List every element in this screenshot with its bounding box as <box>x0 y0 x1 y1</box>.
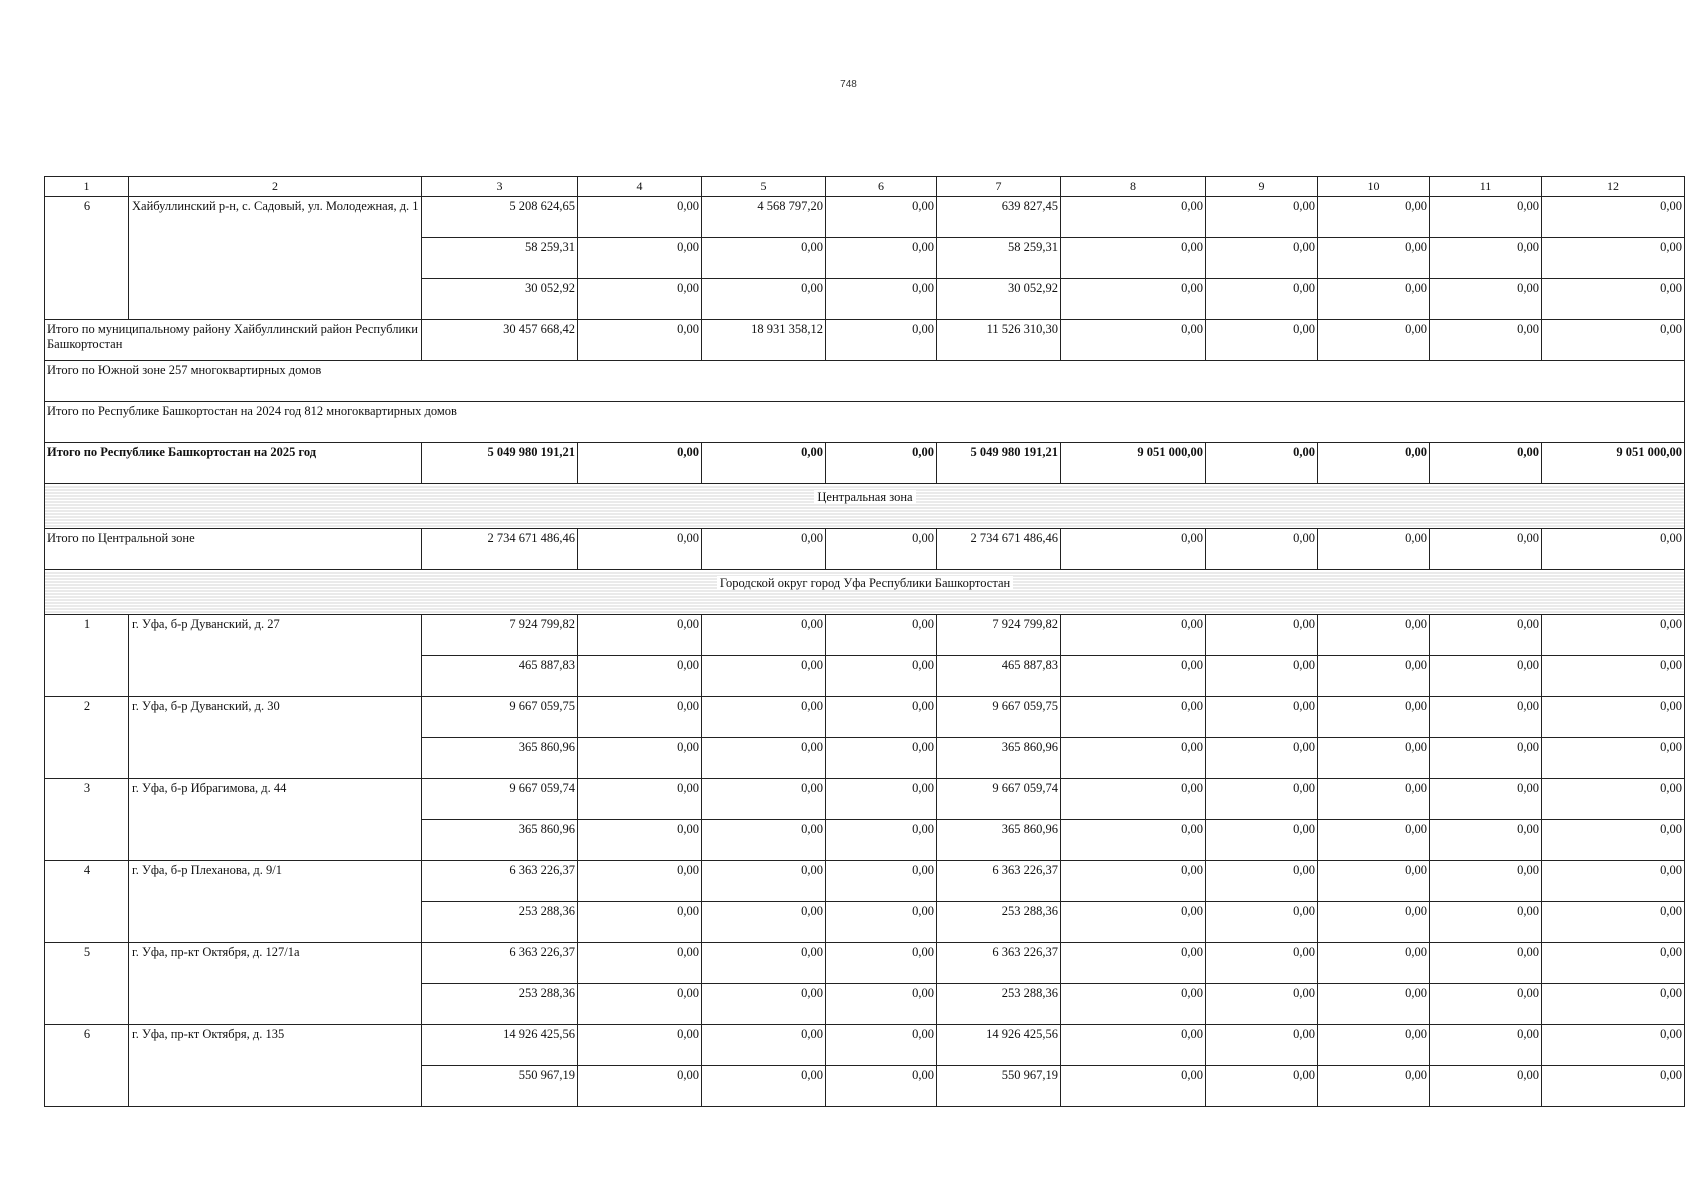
value-cell: 365 860,96 <box>422 738 578 779</box>
value-cell: 0,00 <box>826 779 937 820</box>
value-cell: 7 924 799,82 <box>422 615 578 656</box>
value-cell: 0,00 <box>1430 1066 1542 1107</box>
value-cell: 0,00 <box>1061 820 1206 861</box>
value-cell: 0,00 <box>578 1025 702 1066</box>
table-row <box>45 943 1685 984</box>
value-cell: 58 259,31 <box>422 238 578 279</box>
value-cell: 0,00 <box>1206 738 1318 779</box>
value-cell: 365 860,96 <box>937 820 1061 861</box>
value-cell: 365 860,96 <box>422 820 578 861</box>
value-cell: 2 734 671 486,46 <box>422 529 578 570</box>
column-header: 7 <box>937 177 1061 197</box>
value-cell: 0,00 <box>1430 1025 1542 1066</box>
value-cell: 0,00 <box>578 656 702 697</box>
value-cell: 0,00 <box>1206 279 1318 320</box>
column-header: 8 <box>1061 177 1206 197</box>
table-row <box>45 738 1685 779</box>
object-number <box>45 984 129 1025</box>
value-cell: 0,00 <box>826 902 937 943</box>
value-cell: 0,00 <box>1318 861 1430 902</box>
value-cell: 0,00 <box>1430 861 1542 902</box>
total-row <box>45 361 1685 402</box>
value-cell: 0,00 <box>1061 1066 1206 1107</box>
value-cell: 639 827,45 <box>937 197 1061 238</box>
column-header: 11 <box>1430 177 1542 197</box>
value-cell: 0,00 <box>1542 779 1685 820</box>
value-cell: 18 931 358,12 <box>702 320 826 361</box>
value-cell: 14 926 425,56 <box>937 1025 1061 1066</box>
value-cell: 0,00 <box>1542 820 1685 861</box>
value-cell: 0,00 <box>826 529 937 570</box>
column-header-row <box>45 177 1685 197</box>
value-cell: 0,00 <box>1061 697 1206 738</box>
value-cell: 0,00 <box>578 279 702 320</box>
object-address <box>129 656 422 697</box>
object-number: 3 <box>45 779 129 820</box>
total-label: Итого по Республике Башкортостан на 2024 год 812 многоквартирных домов <box>45 402 1685 443</box>
value-cell: 6 363 226,37 <box>422 943 578 984</box>
value-cell: 0,00 <box>1430 738 1542 779</box>
value-cell: 0,00 <box>1542 1025 1685 1066</box>
value-cell: 0,00 <box>1206 697 1318 738</box>
value-cell: 0,00 <box>1542 320 1685 361</box>
value-cell: 0,00 <box>826 615 937 656</box>
value-cell: 0,00 <box>1318 1025 1430 1066</box>
value-cell: 6 363 226,37 <box>422 861 578 902</box>
column-header: 3 <box>422 177 578 197</box>
object-address <box>129 1066 422 1107</box>
value-cell: 550 967,19 <box>937 1066 1061 1107</box>
object-address <box>129 820 422 861</box>
object-address <box>129 738 422 779</box>
value-cell: 0,00 <box>578 443 702 484</box>
total-label: Итого по муниципальному району Хайбуллинский район Республики Башкортостан <box>45 320 422 361</box>
value-cell: 0,00 <box>1430 820 1542 861</box>
column-header: 9 <box>1206 177 1318 197</box>
value-cell: 6 363 226,37 <box>937 861 1061 902</box>
value-cell: 0,00 <box>1542 1066 1685 1107</box>
column-header: 6 <box>826 177 937 197</box>
value-cell: 9 667 059,74 <box>937 779 1061 820</box>
value-cell: 2 734 671 486,46 <box>937 529 1061 570</box>
value-cell: 0,00 <box>702 615 826 656</box>
value-cell: 0,00 <box>578 738 702 779</box>
value-cell: 0,00 <box>1430 943 1542 984</box>
value-cell: 0,00 <box>578 615 702 656</box>
value-cell: 0,00 <box>1430 238 1542 279</box>
value-cell: 0,00 <box>1061 279 1206 320</box>
value-cell: 0,00 <box>1061 779 1206 820</box>
value-cell: 0,00 <box>1061 529 1206 570</box>
column-header: 12 <box>1542 177 1685 197</box>
value-cell: 0,00 <box>826 656 937 697</box>
object-number: 1 <box>45 615 129 656</box>
value-cell: 0,00 <box>1542 656 1685 697</box>
value-cell: 0,00 <box>1318 238 1430 279</box>
table-row <box>45 279 1685 320</box>
value-cell: 0,00 <box>826 943 937 984</box>
value-cell: 0,00 <box>1542 738 1685 779</box>
value-cell: 0,00 <box>1061 984 1206 1025</box>
object-address <box>129 984 422 1025</box>
value-cell: 0,00 <box>1206 943 1318 984</box>
value-cell: 9 667 059,74 <box>422 779 578 820</box>
value-cell: 0,00 <box>1318 320 1430 361</box>
object-number: 4 <box>45 861 129 902</box>
value-cell: 0,00 <box>1206 984 1318 1025</box>
value-cell: 0,00 <box>1542 529 1685 570</box>
value-cell: 0,00 <box>826 738 937 779</box>
value-cell: 0,00 <box>578 320 702 361</box>
value-cell: 0,00 <box>1542 697 1685 738</box>
value-cell: 0,00 <box>826 443 937 484</box>
value-cell: 0,00 <box>1430 443 1542 484</box>
total-label: Итого по Южной зоне 257 многоквартирных домов <box>45 361 1685 402</box>
object-number <box>45 902 129 943</box>
table-row <box>45 1025 1685 1066</box>
table-row <box>45 238 1685 279</box>
object-number: 5 <box>45 943 129 984</box>
table-row <box>45 984 1685 1025</box>
value-cell: 9 051 000,00 <box>1542 443 1685 484</box>
value-cell: 0,00 <box>1430 779 1542 820</box>
table-row <box>45 1066 1685 1107</box>
value-cell: 0,00 <box>1542 984 1685 1025</box>
value-cell: 0,00 <box>578 529 702 570</box>
column-header: 1 <box>45 177 129 197</box>
table-row <box>45 902 1685 943</box>
value-cell: 0,00 <box>826 238 937 279</box>
object-number: 6 <box>45 197 129 238</box>
value-cell: 0,00 <box>1430 320 1542 361</box>
value-cell: 0,00 <box>578 820 702 861</box>
value-cell: 0,00 <box>702 779 826 820</box>
value-cell: 0,00 <box>578 779 702 820</box>
value-cell: 58 259,31 <box>937 238 1061 279</box>
value-cell: 0,00 <box>1206 779 1318 820</box>
value-cell: 7 924 799,82 <box>937 615 1061 656</box>
value-cell: 0,00 <box>578 197 702 238</box>
value-cell: 0,00 <box>1430 615 1542 656</box>
column-header: 2 <box>129 177 422 197</box>
value-cell: 0,00 <box>1206 656 1318 697</box>
value-cell: 0,00 <box>826 1066 937 1107</box>
value-cell: 0,00 <box>702 943 826 984</box>
value-cell: 0,00 <box>702 1025 826 1066</box>
value-cell: 0,00 <box>1318 197 1430 238</box>
value-cell: 0,00 <box>1061 943 1206 984</box>
value-cell: 0,00 <box>1206 1066 1318 1107</box>
value-cell: 0,00 <box>1206 1025 1318 1066</box>
object-address: г. Уфа, пр-кт Октября, д. 127/1а <box>129 943 422 984</box>
object-address <box>129 238 422 279</box>
value-cell: 14 926 425,56 <box>422 1025 578 1066</box>
object-address: г. Уфа, б-р Ибрагимова, д. 44 <box>129 779 422 820</box>
object-address <box>129 279 422 320</box>
value-cell: 0,00 <box>1542 943 1685 984</box>
value-cell: 0,00 <box>578 238 702 279</box>
page-number: 748 <box>840 79 857 90</box>
table-row <box>45 779 1685 820</box>
value-cell: 0,00 <box>1061 656 1206 697</box>
total-row <box>45 320 1685 361</box>
value-cell: 0,00 <box>578 697 702 738</box>
section-title <box>45 570 1685 615</box>
value-cell: 0,00 <box>1430 902 1542 943</box>
object-address: Хайбуллинский р-н, с. Садовый, ул. Молодежная, д. 1 <box>129 197 422 238</box>
value-cell: 9 051 000,00 <box>1061 443 1206 484</box>
table-row <box>45 656 1685 697</box>
value-cell: 253 288,36 <box>422 902 578 943</box>
value-cell: 0,00 <box>1430 984 1542 1025</box>
object-number: 2 <box>45 697 129 738</box>
value-cell: 0,00 <box>1061 320 1206 361</box>
section-title-text: Центральная зона <box>814 490 915 504</box>
object-number <box>45 820 129 861</box>
value-cell: 0,00 <box>1318 615 1430 656</box>
section-row <box>45 570 1685 615</box>
value-cell: 0,00 <box>1542 279 1685 320</box>
value-cell: 0,00 <box>702 902 826 943</box>
object-number: 6 <box>45 1025 129 1066</box>
value-cell: 0,00 <box>1318 1066 1430 1107</box>
value-cell: 0,00 <box>702 529 826 570</box>
value-cell: 0,00 <box>578 902 702 943</box>
value-cell: 0,00 <box>826 197 937 238</box>
value-cell: 9 667 059,75 <box>422 697 578 738</box>
total-row <box>45 402 1685 443</box>
value-cell: 0,00 <box>702 656 826 697</box>
value-cell: 0,00 <box>578 1066 702 1107</box>
value-cell: 30 457 668,42 <box>422 320 578 361</box>
value-cell: 0,00 <box>1318 984 1430 1025</box>
table-row <box>45 697 1685 738</box>
value-cell: 0,00 <box>1061 902 1206 943</box>
value-cell: 0,00 <box>702 820 826 861</box>
value-cell: 0,00 <box>1061 197 1206 238</box>
value-cell: 0,00 <box>1206 615 1318 656</box>
value-cell: 0,00 <box>702 238 826 279</box>
value-cell: 0,00 <box>1430 279 1542 320</box>
value-cell: 0,00 <box>1542 238 1685 279</box>
value-cell: 0,00 <box>1206 820 1318 861</box>
value-cell: 0,00 <box>1318 820 1430 861</box>
section-row <box>45 484 1685 529</box>
value-cell: 253 288,36 <box>937 984 1061 1025</box>
section-title <box>45 484 1685 529</box>
value-cell: 0,00 <box>1430 197 1542 238</box>
value-cell: 0,00 <box>826 861 937 902</box>
value-cell: 0,00 <box>578 984 702 1025</box>
column-header: 4 <box>578 177 702 197</box>
object-address <box>129 902 422 943</box>
value-cell: 0,00 <box>702 1066 826 1107</box>
total-label: Итого по Центральной зоне <box>45 529 422 570</box>
value-cell: 0,00 <box>1318 738 1430 779</box>
total-row <box>45 529 1685 570</box>
value-cell: 0,00 <box>1318 697 1430 738</box>
table-body <box>45 177 1685 1107</box>
value-cell: 0,00 <box>1206 861 1318 902</box>
value-cell: 0,00 <box>578 861 702 902</box>
value-cell: 0,00 <box>1318 779 1430 820</box>
value-cell: 0,00 <box>1206 529 1318 570</box>
table-row <box>45 820 1685 861</box>
value-cell: 0,00 <box>1318 943 1430 984</box>
value-cell: 0,00 <box>1318 443 1430 484</box>
value-cell: 0,00 <box>826 820 937 861</box>
value-cell: 0,00 <box>1430 697 1542 738</box>
value-cell: 0,00 <box>1206 902 1318 943</box>
total-label: Итого по Республике Башкортостан на 2025 год <box>45 443 422 484</box>
value-cell: 0,00 <box>1061 738 1206 779</box>
table-row <box>45 861 1685 902</box>
value-cell: 6 363 226,37 <box>937 943 1061 984</box>
value-cell: 465 887,83 <box>422 656 578 697</box>
value-cell: 0,00 <box>826 697 937 738</box>
value-cell: 0,00 <box>702 697 826 738</box>
value-cell: 11 526 310,30 <box>937 320 1061 361</box>
value-cell: 30 052,92 <box>422 279 578 320</box>
object-number <box>45 238 129 279</box>
value-cell: 365 860,96 <box>937 738 1061 779</box>
value-cell: 253 288,36 <box>937 902 1061 943</box>
object-address: г. Уфа, б-р Дуванский, д. 27 <box>129 615 422 656</box>
value-cell: 0,00 <box>1061 615 1206 656</box>
value-cell: 0,00 <box>702 984 826 1025</box>
value-cell: 0,00 <box>702 279 826 320</box>
value-cell: 0,00 <box>702 861 826 902</box>
value-cell: 0,00 <box>578 943 702 984</box>
value-cell: 0,00 <box>1318 656 1430 697</box>
value-cell: 5 049 980 191,21 <box>937 443 1061 484</box>
object-number <box>45 1066 129 1107</box>
value-cell: 0,00 <box>1542 197 1685 238</box>
object-number <box>45 279 129 320</box>
value-cell: 253 288,36 <box>422 984 578 1025</box>
value-cell: 0,00 <box>1206 197 1318 238</box>
value-cell: 5 049 980 191,21 <box>422 443 578 484</box>
value-cell: 0,00 <box>1061 861 1206 902</box>
object-address: г. Уфа, пр-кт Октября, д. 135 <box>129 1025 422 1066</box>
value-cell: 0,00 <box>826 279 937 320</box>
value-cell: 0,00 <box>1318 529 1430 570</box>
value-cell: 0,00 <box>1542 615 1685 656</box>
object-address: г. Уфа, б-р Дуванский, д. 30 <box>129 697 422 738</box>
value-cell: 9 667 059,75 <box>937 697 1061 738</box>
value-cell: 0,00 <box>1061 238 1206 279</box>
column-header: 5 <box>702 177 826 197</box>
value-cell: 5 208 624,65 <box>422 197 578 238</box>
value-cell: 0,00 <box>1206 443 1318 484</box>
value-cell: 30 052,92 <box>937 279 1061 320</box>
value-cell: 0,00 <box>1061 1025 1206 1066</box>
value-cell: 465 887,83 <box>937 656 1061 697</box>
object-number <box>45 738 129 779</box>
value-cell: 0,00 <box>826 1025 937 1066</box>
section-title-text: Городской округ город Уфа Республики Башкортостан <box>717 576 1013 590</box>
value-cell: 0,00 <box>702 738 826 779</box>
value-cell: 0,00 <box>702 443 826 484</box>
value-cell: 0,00 <box>1318 902 1430 943</box>
column-header: 10 <box>1318 177 1430 197</box>
total-row <box>45 443 1685 484</box>
value-cell: 0,00 <box>1430 529 1542 570</box>
object-address: г. Уфа, б-р Плеханова, д. 9/1 <box>129 861 422 902</box>
value-cell: 0,00 <box>1542 861 1685 902</box>
value-cell: 0,00 <box>826 984 937 1025</box>
table-row <box>45 615 1685 656</box>
table-row <box>45 197 1685 238</box>
value-cell: 0,00 <box>1430 656 1542 697</box>
value-cell: 0,00 <box>1206 320 1318 361</box>
object-number <box>45 656 129 697</box>
value-cell: 0,00 <box>826 320 937 361</box>
value-cell: 0,00 <box>1206 238 1318 279</box>
value-cell: 0,00 <box>1542 902 1685 943</box>
value-cell: 4 568 797,20 <box>702 197 826 238</box>
value-cell: 550 967,19 <box>422 1066 578 1107</box>
value-cell: 0,00 <box>1318 279 1430 320</box>
data-table <box>44 176 1685 1107</box>
